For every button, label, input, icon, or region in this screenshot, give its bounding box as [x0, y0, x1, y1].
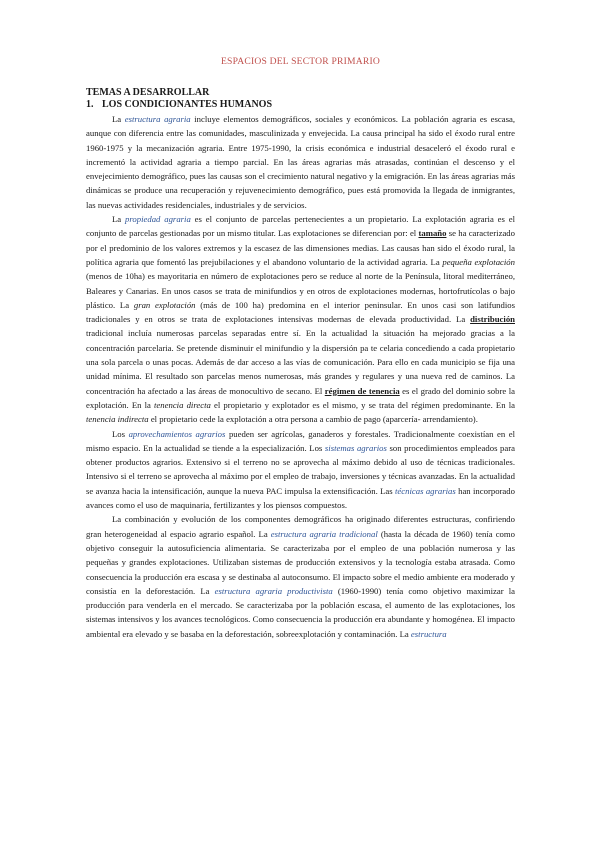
key-term: distribución — [470, 314, 515, 325]
text-run: se ha caracterizado por el predominio de los valores extremos y la escasez de las dimensiones medias. Las causas han sido el éxodo rural, la política agraria que fomentó las prejubilaciones y el abandono voluntario de la actividad agraria. La — [86, 228, 515, 267]
text-run: tradicional incluía numerosas parcelas separadas entre sí. En la actualidad la situación ha mejorado gracias a la concentración parcelaria. Se pretende disminuir el minifundio y la dispersión pa te celaria concediendo a cada propietario una sola parcela o unas pocas. Además de dar acceso a las vías de comunicación. Para ello en cada municipio se fija una unidad mínima. El resultado son parcelas menos numerosas, más grandes y regulares y una nueva red de caminos. La concentración ha afectado a las áreas de monocultivo de secano. El — [86, 328, 515, 396]
subsection-label: LOS CONDICIONANTES HUMANOS — [102, 99, 273, 110]
key-term: estructura agraria tradicional — [270, 528, 378, 539]
key-term: estructura — [410, 628, 447, 639]
subsection-number: 1. — [86, 99, 94, 110]
text-run: (más de 100 ha) predomina en el interior peninsular. En unos casi son latifundios tradicionales y en otros se trata de explotaciones intensivas modernas de elevada productividad. La — [86, 299, 515, 325]
paragraph-property — [86, 212, 515, 426]
text-run: La combinación y evolución de los componentes demográficos ha originado diferentes estructuras, confiriendo gran heterogeneidad al espacio agrario español. La — [86, 514, 515, 539]
text-run: pueden ser agrícolas, ganaderos y forestales. Tradicionalmente coexistían en el mismo espacio. En la actualidad se tiende a la especialización. Los — [86, 428, 516, 453]
text-run: el propietario cede la explotación a otra persona a cambio de pago (aparcería- arrendamiento). — [148, 414, 478, 425]
key-term: tenencia directa — [154, 399, 211, 410]
text-run: han incorporado avances como el uso de maquinaria, fertilizantes y los piensos compuestos. — [86, 485, 515, 511]
paragraph-population — [86, 112, 515, 212]
text-run: Los — [112, 428, 129, 439]
text-run: el propietario y explotador es el mismo, y se trata del régimen predominante. En la — [210, 399, 515, 410]
key-term: sistemas agrarios — [324, 442, 387, 453]
key-term: estructura agraria productivista — [214, 585, 333, 596]
text-run: incluye elementos demográficos, sociales y económicos. La población agraria es escasa, aunque con diferencia entre las comunidades, masculinizada y envejecida. La causa principal ha sido el éxodo rural entre 1960-1975 y la mecanización agraria. Entre 1975-1990, la crisis económica e industrial desaceleró el éxodo rural e incrementó la actividad agraria a tiempo parcial. En las áreas agrarias más atrasadas, continúan el descenso y el envejecimiento demográfico, pues las causas son el crecimiento natural negativo y la emigración. En las áreas agrarias más dinámicas se produce una recuperación y rejuvenecimiento demográfico, pues está promovida la llegada de inmigrantes, las nuevas actividades residenciales, industriales y de servicios. — [86, 114, 515, 210]
text-run: es el grado del dominio sobre la explotación. En la — [86, 385, 515, 410]
text-run: (menos de 10ha) es mayoritaria en número de explotaciones pero se reduce al norte de la Península, litoral mediterráneo, Baleares y Canarias. En unos casos se trata de minifundios y en otros de explotaciones modernas, hortofrutícolas o bajo plástico. La — [86, 271, 515, 310]
key-term: régimen de tenencia — [324, 385, 400, 396]
paragraph-structures — [86, 512, 515, 641]
text-run: La — [112, 114, 125, 124]
section-heading: TEMAS A DESARROLLAR — [86, 87, 210, 98]
key-term: propiedad agraria — [125, 214, 191, 225]
text-run: (1960-1990) tenía como objetivo maximizar la producción para venderla en el mercado. Se caracterizaba por la población escasa, el aumento de las explotaciones, los sistemas intensivos y los avances tecnológicos. Como consecuencia la producción era abundante y homogénea. El impacto ambiental era elevado y se basaba en la deforestación, sobreexplotación y contaminación. La — [86, 585, 515, 639]
paragraph-uses-systems — [86, 427, 515, 513]
document-title: ESPACIOS DEL SECTOR PRIMARIO — [220, 56, 381, 67]
key-term: técnicas agrarias — [395, 485, 456, 496]
text-run: La — [112, 214, 126, 225]
key-term: gran explotación — [133, 299, 196, 310]
subsection-heading — [86, 99, 515, 111]
key-term: tenencia indirecta — [86, 414, 149, 425]
key-term: tamaño — [418, 228, 447, 239]
key-term: estructura agraria — [124, 114, 191, 124]
key-term: pequeña explotación — [442, 256, 515, 267]
text-run: (hasta la década de 1960) tenía como objetivo conseguir la autosuficiencia alimentaria. Se caracterizaba por el empleo de una población numerosa y las pequeñas y grandes explotaciones. Utilizaban sistemas de producción extensivos y la tecnología estaba atrasada. Como consecuencia la producción era escasa y se destinaba al autoconsumo. El impacto sobre el medio ambiente era moderado y consistía en la deforestación. La — [86, 528, 515, 596]
text-run: es el conjunto de parcelas pertenecientes a un propietario. La explotación agraria es el conjunto de parcelas gestionadas por un mismo titular. Las explotaciones se diferencian por: el — [86, 214, 515, 239]
key-term: aprovechamientos agrarios — [128, 428, 226, 439]
text-run: son procedimientos empleados para obtener productos agrarios. Extensivo si el terreno no se aprovecha al máximo debido al uso de técnicas tradicionales. Intensivo si el terreno se aprovecha al máximo por el empleo de trabajo, inversiones y técnicas avanzadas. En la actualidad se avanza hacia la intensificación, aunque la nueva PAC impulsa la extensificación. Las — [86, 442, 516, 496]
